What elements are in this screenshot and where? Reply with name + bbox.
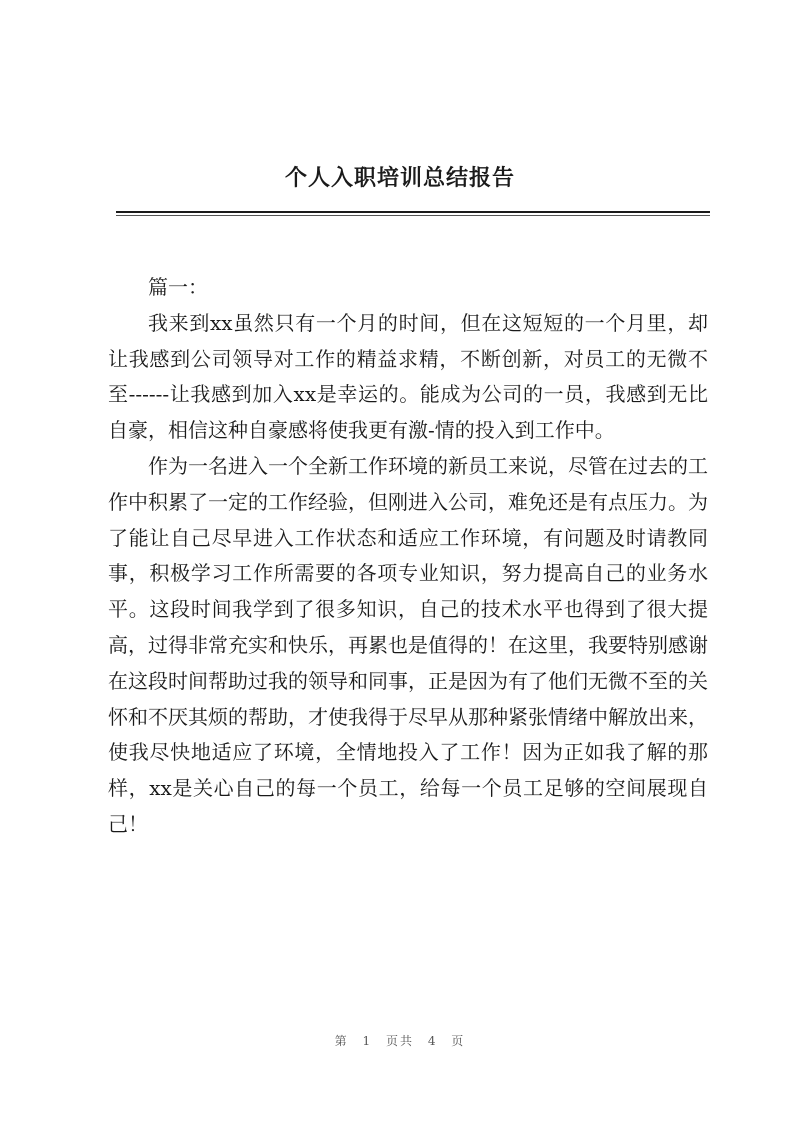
page-footer [0,1032,800,1049]
footer-middle: 页共 [385,1034,414,1048]
title-divider [116,211,710,213]
footer-total-pages: 4 [427,1034,438,1048]
paragraph-2: 作为一名进入一个全新工作环境的新员工来说，尽管在过去的工作中积累了一定的工作经验，但刚进入公司，难免还是有点压力。为了能让自己尽早进入工作状态和适应工作环境，有问题及时请教同事，积极学习工作所需要的各项专业知识，努力提高自己的业务水平。这段时间我学到了很多知识，自己的技术水平也得到了很大提高，过得非常充实和快乐，再累也是值得的！在这里，我要特别感谢在这段时间帮助过我的领导和同事，正是因为有了他们无微不至的关怀和不厌其烦的帮助，才使我得于尽早从那种紧张情绪中解放出来，使我尽快地适应了环境，全情地投入了工作！因为正如我了解的那样，xx是关心自己的每一个员工，给每一个员工足够的空间展现自己！ [108,453,708,836]
footer-suffix: 页 [451,1034,466,1048]
document-body [108,270,708,843]
footer-current-page: 1 [362,1034,373,1048]
page-title: 个人入职培训总结报告 [284,165,515,191]
paragraph-1: 我来到xx虽然只有一个月的时间，但在这短短的一个月里，却让我感到公司领导对工作的精益求精，不断创新，对员工的无微不至------让我感到加入xx是幸运的。能成为公司的一员，我感到无比自豪，相信这种自豪感将使我更有激-情的投入到工作中。 [108,310,708,443]
title-divider-thin [116,215,710,216]
section-heading: 篇一： [148,275,208,299]
footer-prefix: 第 [334,1034,349,1048]
